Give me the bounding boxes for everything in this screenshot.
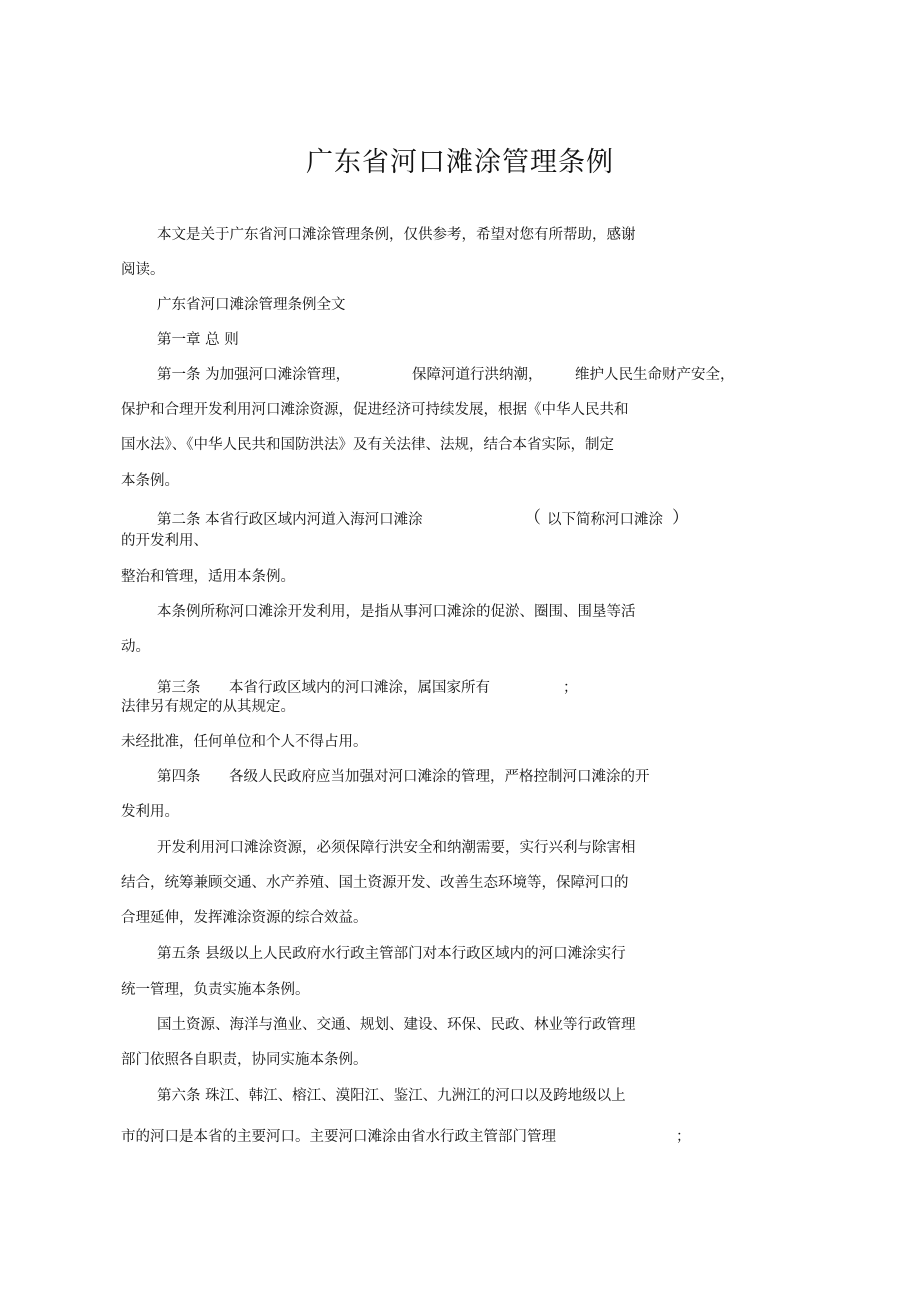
article-5-line-1: 第五条 县级以上人民政府水行政主管部门对本行政区域内的河口滩涂实行 [157, 946, 626, 962]
full-text-heading: 广东省河口滩涂管理条例全文 [157, 297, 346, 313]
article-6-line-2: 市的河口是本省的主要河口。主要河口滩涂由省水行政主管部门管理 [121, 1129, 556, 1145]
article-2-line-2: 的开发利用、 [121, 533, 208, 549]
article-5-para-2-line-2: 部门依照各自职责，协同实施本条例。 [121, 1052, 368, 1068]
document-title: 广东省河口滩涂管理条例 [306, 147, 614, 178]
article-2-para-2-line-2: 动。 [121, 639, 150, 655]
article-3-part-b: 本省行政区域内的河口滩涂，属国家所有 [229, 680, 490, 696]
article-1-line-3: 国水法》、《中华人民共和国防洪法》及有关法律、法规，结合本省实际，制定 [121, 437, 614, 453]
article-3-line-2: 法律另有规定的从其规定。 [121, 699, 295, 715]
article-1-part-a: 第一条 为加强河口滩涂管理， [157, 367, 351, 383]
article-4-para-2-line-1: 开发利用河口滩涂资源，必须保障行洪安全和纳潮需要，实行兴利与除害相 [157, 840, 636, 856]
article-2-part-a: 第二条 本省行政区域内河道入海河口滩涂 [157, 512, 423, 528]
intro-line-2: 阅读。 [121, 262, 165, 278]
article-4-line-2: 发利用。 [121, 804, 179, 820]
article-2-close-paren: ） [672, 508, 689, 528]
article-4-label: 第四条 [157, 769, 201, 785]
article-2-line-3: 整治和管理，适用本条例。 [121, 569, 295, 585]
article-2-part-b: 以下简称河口滩涂 [547, 512, 663, 528]
article-5-line-2: 统一管理，负责实施本条例。 [121, 982, 310, 998]
chapter-1-heading: 第一章 总 则 [157, 332, 239, 348]
article-4-para-2-line-3: 合理延伸，发挥滩涂资源的综合效益。 [121, 910, 368, 926]
article-5-para-2-line-1: 国土资源、海洋与渔业、交通、规划、建设、环保、民政、林业等行政管理 [157, 1017, 636, 1033]
article-3-semicolon: ； [563, 680, 578, 696]
article-3-line-3: 未经批准，任何单位和个人不得占用。 [121, 734, 368, 750]
article-6-line-1: 第六条 珠江、韩江、榕江、漠阳江、鉴江、九洲江的河口以及跨地级以上 [157, 1088, 626, 1104]
article-2-para-2-line-1: 本条例所称河口滩涂开发利用，是指从事河口滩涂的促淤、圈围、围垦等活 [157, 604, 636, 620]
article-6-semicolon: ； [676, 1129, 691, 1145]
article-1-line-2: 保护和合理开发利用河口滩涂资源，促进经济可持续发展，根据《中华人民共和 [121, 402, 629, 418]
article-1-part-c: 维护人民生命财产安全， [575, 367, 735, 383]
article-3-label: 第三条 [157, 680, 201, 696]
article-2-open-paren: （ [524, 508, 541, 528]
article-4-para-2-line-2: 结合，统筹兼顾交通、水产养殖、国土资源开发、改善生态环境等，保障河口的 [121, 875, 629, 891]
article-1-part-b: 保障河道行洪纳潮， [412, 367, 543, 383]
article-4-part-b: 各级人民政府应当加强对河口滩涂的管理，严格控制河口滩涂的开 [229, 769, 650, 785]
article-1-line-4: 本条例。 [121, 473, 179, 489]
intro-line-1: 本文是关于广东省河口滩涂管理条例，仅供参考，希望对您有所帮助，感谢 [157, 227, 636, 243]
